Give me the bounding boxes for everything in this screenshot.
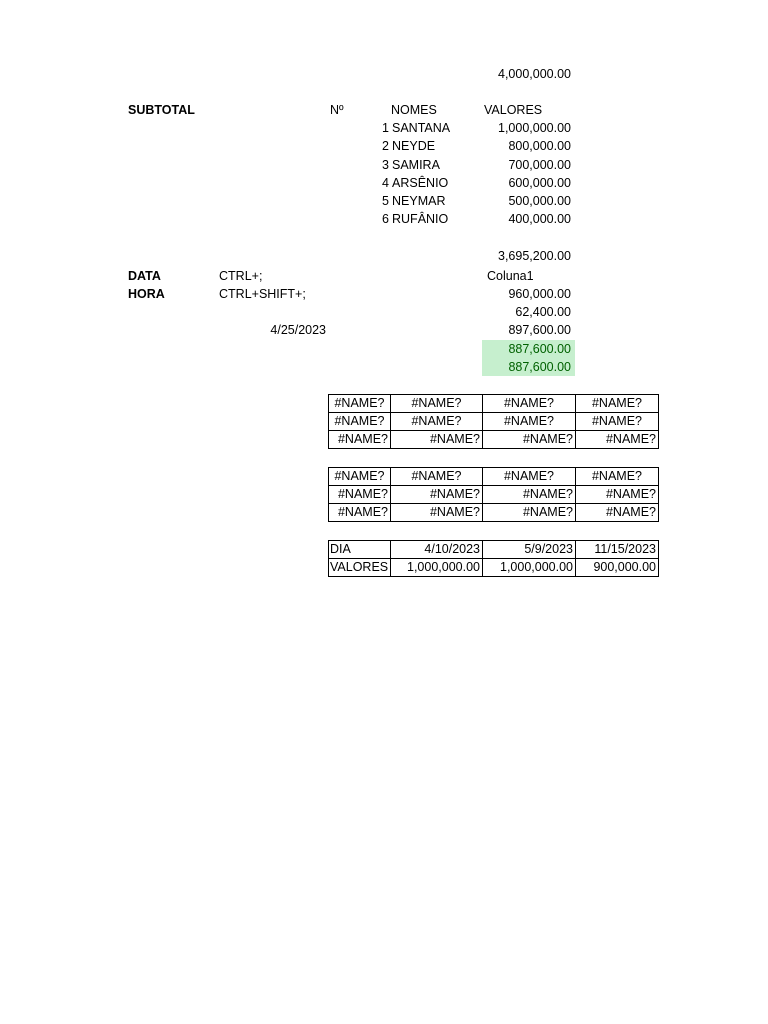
row-num: 5 bbox=[382, 194, 389, 208]
row-num: 2 bbox=[382, 139, 389, 153]
row-num: 6 bbox=[382, 212, 389, 226]
error-cell: #NAME? bbox=[391, 486, 483, 504]
coluna-value-highlighted: 887,600.00 bbox=[482, 358, 575, 376]
hora-shortcut: CTRL+SHIFT+; bbox=[219, 287, 306, 301]
table-row bbox=[329, 559, 659, 577]
error-cell: #NAME? bbox=[483, 486, 576, 504]
error-cell: #NAME? bbox=[391, 431, 483, 449]
error-cell: #NAME? bbox=[576, 468, 659, 486]
table-row bbox=[329, 541, 659, 559]
data-shortcut: CTRL+; bbox=[219, 269, 263, 283]
coluna-value-highlighted: 887,600.00 bbox=[482, 340, 575, 358]
error-cell: #NAME? bbox=[329, 395, 391, 413]
table-row bbox=[329, 504, 659, 522]
table-row bbox=[329, 486, 659, 504]
subtotal-label: SUBTOTAL bbox=[128, 103, 195, 117]
row-nome: SANTANA bbox=[392, 121, 451, 135]
row-valor: 400,000.00 bbox=[508, 212, 571, 226]
dia-value: 1,000,000.00 bbox=[483, 559, 576, 577]
error-cell: #NAME? bbox=[329, 504, 391, 522]
dia-label: DIA bbox=[329, 541, 391, 559]
error-cell: #NAME? bbox=[576, 413, 659, 431]
data-label: DATA bbox=[128, 269, 161, 283]
error-cell: #NAME? bbox=[391, 413, 483, 431]
row-nome: NEYMAR bbox=[392, 194, 446, 208]
row-nome: RUFÂNIO bbox=[392, 212, 449, 226]
error-cell: #NAME? bbox=[483, 413, 576, 431]
top-total: 4,000,000.00 bbox=[498, 67, 571, 81]
row-valor: 500,000.00 bbox=[508, 194, 571, 208]
table-row bbox=[329, 413, 659, 431]
row-nome: NEYDE bbox=[392, 139, 436, 153]
error-cell: #NAME? bbox=[329, 413, 391, 431]
error-cell: #NAME? bbox=[483, 468, 576, 486]
row-num: 4 bbox=[382, 176, 389, 190]
error-cell: #NAME? bbox=[329, 431, 391, 449]
hora-label: HORA bbox=[128, 287, 165, 301]
error-table-2 bbox=[328, 467, 659, 522]
coluna-header: Coluna1 bbox=[487, 269, 534, 283]
row-valor: 700,000.00 bbox=[508, 158, 571, 172]
table-row bbox=[329, 431, 659, 449]
dia-value: 900,000.00 bbox=[576, 559, 659, 577]
header-valores: VALORES bbox=[484, 103, 543, 117]
header-nomes: NOMES bbox=[391, 103, 437, 117]
row-num: 1 bbox=[382, 121, 389, 135]
error-cell: #NAME? bbox=[391, 395, 483, 413]
error-cell: #NAME? bbox=[391, 504, 483, 522]
error-cell: #NAME? bbox=[329, 486, 391, 504]
dia-date: 11/15/2023 bbox=[576, 541, 659, 559]
coluna-value: 62,400.00 bbox=[515, 305, 571, 319]
date-value: 4/25/2023 bbox=[270, 323, 326, 337]
row-nome: ARSÊNIO bbox=[392, 176, 449, 190]
error-cell: #NAME? bbox=[391, 468, 483, 486]
row-valor: 1,000,000.00 bbox=[498, 121, 571, 135]
coluna-value: 960,000.00 bbox=[508, 287, 571, 301]
row-valor: 600,000.00 bbox=[508, 176, 571, 190]
dia-date: 4/10/2023 bbox=[391, 541, 483, 559]
header-num: Nº bbox=[330, 103, 344, 117]
table-row bbox=[329, 395, 659, 413]
error-cell: #NAME? bbox=[576, 504, 659, 522]
row-valor: 800,000.00 bbox=[508, 139, 571, 153]
error-cell: #NAME? bbox=[483, 395, 576, 413]
row-num: 3 bbox=[382, 158, 389, 172]
subtotal-value: 3,695,200.00 bbox=[498, 249, 571, 263]
error-cell: #NAME? bbox=[483, 431, 576, 449]
error-cell: #NAME? bbox=[576, 431, 659, 449]
table-row bbox=[329, 468, 659, 486]
error-cell: #NAME? bbox=[483, 504, 576, 522]
coluna-value: 897,600.00 bbox=[508, 323, 571, 337]
valores-label: VALORES bbox=[329, 559, 391, 577]
dia-date: 5/9/2023 bbox=[483, 541, 576, 559]
row-nome: SAMIRA bbox=[392, 158, 440, 172]
error-table-1 bbox=[328, 394, 659, 449]
error-cell: #NAME? bbox=[576, 395, 659, 413]
dia-valores-table bbox=[328, 540, 659, 577]
error-cell: #NAME? bbox=[576, 486, 659, 504]
dia-value: 1,000,000.00 bbox=[391, 559, 483, 577]
error-cell: #NAME? bbox=[329, 468, 391, 486]
